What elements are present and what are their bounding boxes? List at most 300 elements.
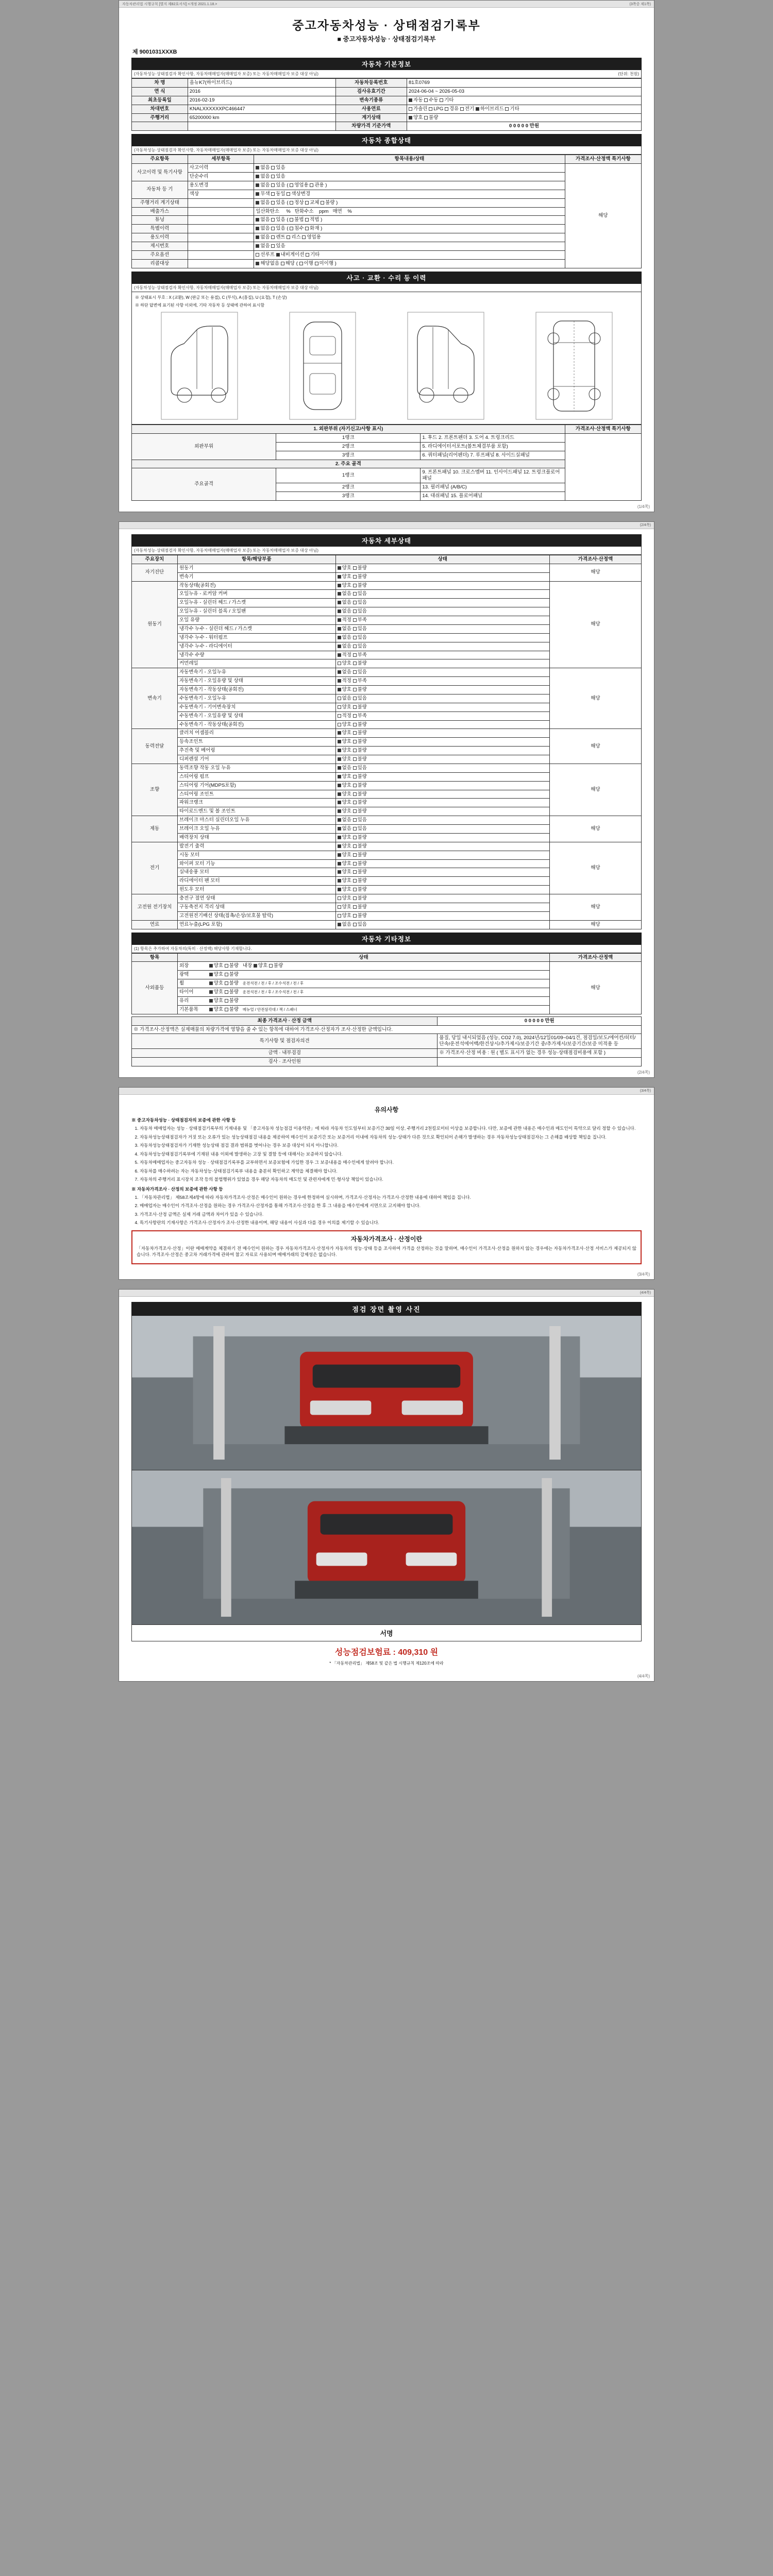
- highlight-body: 「자동차가격조사·산정」이란 매매계약을 체결하기 전 매수인이 원하는 경우 자동차가격조사·산정자가 자동차의 성능·상태 등을 조사하여 가격을 산정하는 것을 말하며, 매수인이 가격조사·산정을 원하지 않는 경우에는 자동차가격조사·산정 서비스가 제공되지 않습니다. 가격조사·산정은 중고차 거래가격에 관하여 참고 자료로 사용되며 매매거래의 강제성은 없습니다.: [137, 1245, 636, 1258]
- checkbox-yes[interactable]: [353, 670, 357, 674]
- row-main-accident: 사고이력 및 특기사항: [132, 164, 188, 181]
- checkbox-recall-done[interactable]: [299, 262, 303, 265]
- checkbox-none[interactable]: [338, 609, 341, 613]
- checkbox-bad[interactable]: [353, 905, 357, 909]
- checkbox-yes[interactable]: [353, 697, 357, 700]
- detail-part-b2: 배력장치 상태: [178, 833, 336, 842]
- checkbox-bad[interactable]: [225, 964, 228, 968]
- detail-part-e6: 냉각수 누수 - 워터펌프: [178, 633, 336, 642]
- price-row-value-2: [438, 1058, 642, 1066]
- checkbox-yes[interactable]: [353, 818, 357, 822]
- row-content-color: 무색 동일 색상변경: [254, 190, 565, 198]
- page-1-topbar: [119, 1, 654, 8]
- checkbox-none[interactable]: [338, 818, 341, 822]
- checkbox-good[interactable]: [338, 784, 341, 787]
- frame-rank-label-2: 2랭크: [276, 483, 421, 492]
- page-2-footer: (2/4쪽): [637, 1070, 650, 1075]
- detail-part-e0: 작동상태(공회전): [178, 581, 336, 590]
- checkbox-good[interactable]: [209, 990, 213, 994]
- checkbox-bad[interactable]: [353, 705, 357, 709]
- checkbox-tuning-yes[interactable]: [271, 218, 275, 222]
- checkbox-good-2[interactable]: [254, 964, 257, 968]
- checkbox-good[interactable]: [338, 740, 341, 743]
- checkbox-good[interactable]: [338, 879, 341, 883]
- document-page-1: [119, 0, 654, 512]
- checkbox-good[interactable]: [338, 775, 341, 778]
- checkbox-tuning-legal[interactable]: [305, 218, 309, 222]
- detail-part-el3: 실내송풍 모터: [178, 868, 336, 877]
- diagram-legend-1: ※ 상태표시 부호 : X (교환), W (판금 또는 용접), C (부식), A (흠집), U (요철), T (손상): [135, 295, 287, 300]
- checkbox-use-biz[interactable]: [302, 235, 306, 239]
- checkbox-special-none[interactable]: [256, 227, 259, 230]
- etc-row-polish: 광택 양호 불량: [178, 971, 550, 979]
- checkbox-color-same[interactable]: [256, 192, 259, 196]
- photos-footnote: * 「자동차관리법」 제58조 및 같은 법 시행규칙 제120조에 따라: [329, 1660, 444, 1666]
- etc-name-tire: 타이어: [179, 989, 194, 995]
- checkbox-offer-yes[interactable]: [271, 244, 275, 248]
- detail-part-e8: 냉각수 수량: [178, 651, 336, 659]
- checkbox-bad[interactable]: [225, 990, 228, 994]
- detail-state-t4: 양호 불량: [335, 703, 549, 711]
- checkbox-recall-na[interactable]: [256, 262, 259, 265]
- checkbox-adequate[interactable]: [338, 618, 341, 622]
- list-item: 5. 자동차매매업자는 중고자동차 성능 · 상태점검기록부를 교부하면서 보증보험에 가입한 경우 그 보증내용을 매수인에게 알려야 합니다.: [140, 1159, 642, 1165]
- page-4-footer: (4/4쪽): [637, 1673, 650, 1679]
- price-row-value-1: ※ 가격조사·산정 비용 : 원 ( 별도 표시가 없는 경우 성능·상태점검비용에 포함 ): [438, 1049, 642, 1058]
- checkbox-bad[interactable]: [353, 584, 357, 587]
- checkbox-yes[interactable]: [353, 636, 357, 639]
- checkbox-use-lease[interactable]: [287, 235, 290, 239]
- inspection-fee: 성능점검보험료 : 409,310 원: [334, 1648, 439, 1657]
- checkbox-bad[interactable]: [353, 914, 357, 918]
- checkbox-none[interactable]: [338, 766, 341, 770]
- frame-title: 2. 주요 골격: [132, 460, 565, 468]
- detail-state-el4: 양호 불량: [335, 877, 549, 886]
- checkbox-odo-yes[interactable]: [271, 201, 275, 205]
- table-row: [132, 164, 642, 173]
- table-row: [132, 433, 642, 442]
- value-empty-1: [188, 122, 335, 131]
- detail-state-p1: 양호 불량: [335, 738, 549, 747]
- checkbox-none[interactable]: [338, 697, 341, 700]
- checkbox-meter-bad[interactable]: [424, 116, 428, 120]
- checkbox-good[interactable]: [338, 862, 341, 866]
- checkbox-good[interactable]: [338, 870, 341, 874]
- detail-state-e6: 없음 있음: [335, 633, 549, 642]
- label-year: 연 식: [132, 87, 188, 96]
- row-sub-usehist: [188, 233, 254, 242]
- checkbox-tuning-illegal[interactable]: [290, 218, 293, 222]
- value-meter-state: 양호 불량: [407, 113, 642, 122]
- label-car-name: 차 명: [132, 79, 188, 88]
- checkbox-usage-official[interactable]: [310, 183, 313, 187]
- label-transmission: 변속기종류: [335, 96, 407, 105]
- rank-items-2: 5. 라디에이터서포트(볼트체결부품 포함): [421, 442, 565, 451]
- page-4-topbar-right: (4/4쪽): [640, 1291, 651, 1295]
- checkbox-good[interactable]: [209, 999, 213, 1003]
- checkbox-good[interactable]: [209, 981, 213, 985]
- checkbox-good[interactable]: [338, 688, 341, 691]
- detail-state-e3: 없음 있음: [335, 607, 549, 616]
- list-item: 4. 자동차성능상태점검기록부에 기재된 내용 이외에 발생하는 고장 및 결함 등에 대해서는 보증하지 않습니다.: [140, 1151, 642, 1157]
- accident-rank-table: [131, 425, 642, 501]
- detail-state-p2: 양호 불량: [335, 747, 549, 755]
- row-content-usehist: 없음 렌트 리스 영업용: [254, 233, 565, 242]
- signature-label: 서명: [131, 1625, 642, 1641]
- label-inspect-valid: 검사유효기간: [335, 87, 407, 96]
- checkbox-good[interactable]: [209, 973, 213, 976]
- checkbox-bad[interactable]: [353, 688, 357, 691]
- car-diagrams: [135, 310, 638, 421]
- detail-price-selfdiag: 해당: [549, 564, 641, 581]
- checkbox-good[interactable]: [338, 584, 341, 587]
- list-item: 2. 매매업자는 매수인이 가격조사·산정을 원하는 경우 가격조사·산정자를 통해 가격조사·산정을 한 후 그 내용을 매수인에게 서면으로 고지해야 합니다.: [140, 1202, 642, 1209]
- checkbox-odo-bad[interactable]: [321, 201, 324, 205]
- checkbox-bad[interactable]: [353, 723, 357, 726]
- detail-part-p2: 추진축 및 베어링: [178, 747, 336, 755]
- detail-state-t1: 적정 부족: [335, 677, 549, 686]
- checkbox-yes[interactable]: [353, 609, 357, 613]
- etc-col-state: 상태: [178, 953, 550, 962]
- detail-group-selfdiag: 자기진단: [132, 564, 178, 581]
- checkbox-sunroof[interactable]: [256, 253, 259, 257]
- checkbox-good[interactable]: [338, 836, 341, 839]
- row-content-options: 선루프 내비게이션 기타: [254, 250, 565, 259]
- detail-group-fuel: 연료: [132, 920, 178, 929]
- row-note-overall: 해당: [565, 164, 641, 268]
- detail-state-e9: 양호 불량: [335, 659, 549, 668]
- checkbox-recall-yes[interactable]: [281, 262, 284, 265]
- row-main-emission: 배출가스: [132, 207, 188, 216]
- checkbox-adequate[interactable]: [338, 679, 341, 683]
- detail-part-s5: 타이로드엔드 및 볼 조인트: [178, 807, 336, 816]
- checkbox-bad[interactable]: [353, 662, 357, 665]
- checkbox-yes[interactable]: [353, 766, 357, 770]
- checkbox-short[interactable]: [353, 653, 357, 657]
- list-item: 1. 「자동차관리법」 제58조제4항에 따라 자동차가격조사·산정은 매수인이 원하는 경우에 한정하여 실시하며, 가격조사·산정자는 가격조사·산정한 내용에 대하여 책임을 집니다.: [140, 1194, 642, 1200]
- checkbox-bad[interactable]: [353, 775, 357, 778]
- detail-state-t3: 없음 있음: [335, 694, 549, 703]
- checkbox-fuel-other[interactable]: [505, 107, 509, 111]
- checkbox-bad[interactable]: [353, 853, 357, 857]
- checkbox-none[interactable]: [338, 645, 341, 648]
- checkbox-bad[interactable]: [353, 836, 357, 839]
- highlight-title: 자동차가격조사 · 산정이란: [350, 1235, 423, 1243]
- etc-extra-tire: 운전석전 / 전 / 후 / 조수석전 / 전 / 후: [242, 990, 304, 994]
- checkbox-bad-2[interactable]: [269, 964, 273, 968]
- checkbox-good[interactable]: [338, 575, 341, 579]
- table-row: [132, 1025, 642, 1034]
- checkbox-bad[interactable]: [225, 973, 228, 976]
- etc-col-item: 항목: [132, 953, 178, 962]
- checkbox-color-equal[interactable]: [271, 192, 275, 196]
- checkbox-good[interactable]: [338, 723, 341, 726]
- checkbox-bad[interactable]: [353, 879, 357, 883]
- checkbox-special-yes[interactable]: [271, 227, 275, 230]
- checkbox-none[interactable]: [338, 670, 341, 674]
- detail-state-engine-diag: 양호 불량: [335, 564, 549, 572]
- page-4-topbar: [119, 1290, 654, 1297]
- table-row: [132, 1049, 642, 1058]
- notice-section: [119, 1095, 654, 1270]
- checkbox-gasoline[interactable]: [409, 107, 412, 111]
- checkbox-color-changed[interactable]: [287, 192, 290, 196]
- detail-state-e2: 없음 있음: [335, 599, 549, 607]
- detail-group-electric: 전기: [132, 842, 178, 894]
- checkbox-good[interactable]: [338, 905, 341, 909]
- checkbox-none[interactable]: [338, 923, 341, 926]
- etc-row-tire: 타이어 양호 불량 운전석전 / 전 / 후 / 조수석전 / 전 / 후: [178, 988, 550, 997]
- label-base-price: 차량가격 기준가액: [335, 122, 407, 131]
- frame-rank-items-3: 14. 대쉬패널 15. 플로어패널: [421, 492, 565, 501]
- row-sub-color: 색상: [188, 190, 254, 198]
- checkbox-bad[interactable]: [353, 888, 357, 891]
- table-row: [132, 842, 642, 851]
- notice-list-2: [131, 1194, 642, 1226]
- value-car-name: 올뉴K7(하이브리드): [188, 79, 335, 88]
- checkbox-usage-business[interactable]: [290, 183, 293, 187]
- detail-part-el0: 발전기 출력: [178, 842, 336, 851]
- detail-state-t5: 적정 부족: [335, 711, 549, 720]
- checkbox-none[interactable]: [338, 601, 341, 604]
- frame-group-label: 주요골격: [132, 468, 276, 501]
- detail-state-hv2: 양호 불량: [335, 911, 549, 920]
- document-page-3: [119, 1087, 654, 1280]
- checkbox-manual[interactable]: [424, 98, 428, 102]
- etc-extra-wheel: 운전석전 / 전 / 후 / 조수석전 / 전 / 후: [242, 981, 304, 986]
- detail-col-price: 가격조사·산정액: [549, 555, 641, 564]
- checkbox-bad[interactable]: [353, 862, 357, 866]
- label-vin: 차대번호: [132, 105, 188, 113]
- label-meter-state: 계기상태: [335, 113, 407, 122]
- final-price-table: [131, 1016, 642, 1066]
- section-overall-header: 자동차 종합상태: [131, 134, 642, 146]
- checkbox-offer-none[interactable]: [256, 244, 259, 248]
- checkbox-good[interactable]: [338, 749, 341, 752]
- car-diagram-side-left: [161, 312, 238, 420]
- checkbox-tuning-none[interactable]: [256, 218, 259, 222]
- detail-part-e1: 오일누유 - 로커암 커버: [178, 590, 336, 599]
- checkbox-good[interactable]: [338, 914, 341, 918]
- checkbox-short[interactable]: [353, 618, 357, 622]
- row-sub-tuning: [188, 216, 254, 225]
- checkbox-bad[interactable]: [353, 801, 357, 804]
- frame-rank-label-1: 1랭크: [276, 468, 421, 483]
- detail-part-t3: 수동변속기 - 오일누유: [178, 694, 336, 703]
- page-subtitle: ■ 중고자동차성능 · 상태점검기록부: [337, 36, 436, 43]
- table-header-row: [132, 555, 642, 564]
- checkbox-good[interactable]: [338, 705, 341, 709]
- basic-info-table: [131, 78, 642, 131]
- checkbox-odo-none[interactable]: [256, 201, 259, 205]
- detail-state-el5: 양호 불량: [335, 886, 549, 894]
- checkbox-bad[interactable]: [353, 809, 357, 813]
- checkbox-yes[interactable]: [353, 601, 357, 604]
- checkbox-bad[interactable]: [353, 575, 357, 579]
- table-row: [132, 920, 642, 929]
- row-sub-offer: [188, 242, 254, 251]
- checkbox-bad[interactable]: [353, 792, 357, 796]
- table-row: [132, 122, 642, 131]
- checkbox-good[interactable]: [338, 566, 341, 570]
- checkbox-short[interactable]: [353, 679, 357, 683]
- etc-price-note: 해당: [549, 962, 641, 1014]
- table-row: [132, 1016, 642, 1025]
- checkbox-repair-yes[interactable]: [271, 175, 275, 178]
- highlight-box: [131, 1230, 642, 1264]
- detail-part-p0: 클러치 어셈블리: [178, 729, 336, 738]
- checkbox-recall-notdone[interactable]: [315, 262, 318, 265]
- detail-state-e7: 없음 있음: [335, 642, 549, 651]
- checkbox-bad[interactable]: [225, 999, 228, 1003]
- detail-state-e1: 없음 있음: [335, 590, 549, 599]
- detail-part-trans-diag: 변속기: [178, 572, 336, 581]
- checkbox-option-other[interactable]: [306, 253, 309, 257]
- table-header-row: [132, 425, 642, 434]
- checkbox-good[interactable]: [338, 844, 341, 848]
- checkbox-bad[interactable]: [353, 731, 357, 735]
- checkbox-bad[interactable]: [353, 870, 357, 874]
- checkbox-good[interactable]: [338, 896, 341, 900]
- checkbox-good[interactable]: [338, 853, 341, 857]
- rank-label-1: 1랭크: [276, 433, 421, 442]
- checkbox-auto[interactable]: [409, 98, 412, 102]
- checkbox-bad[interactable]: [225, 981, 228, 985]
- checkbox-good[interactable]: [338, 757, 341, 761]
- checkbox-bad[interactable]: [353, 740, 357, 743]
- detail-part-e7: 냉각수 누수 - 라디에이터: [178, 642, 336, 651]
- rank-items-3: 6. 쿼터패널(리어펜더) 7. 루프패널 8. 사이드실패널: [421, 451, 565, 460]
- checkbox-use-none[interactable]: [256, 235, 259, 239]
- row-sub-mileage: [188, 198, 254, 207]
- checkbox-bad[interactable]: [353, 844, 357, 848]
- checkbox-bad[interactable]: [353, 566, 357, 570]
- checkbox-none[interactable]: [338, 827, 341, 831]
- notice-list-1: [131, 1125, 642, 1182]
- checkbox-diesel[interactable]: [445, 107, 448, 111]
- checkbox-adequate[interactable]: [338, 653, 341, 657]
- detail-group-powertrain: 동력전달: [132, 729, 178, 764]
- checkbox-yes[interactable]: [353, 923, 357, 926]
- checkbox-good[interactable]: [209, 964, 213, 968]
- section-basic-header: 자동차 기본정보: [131, 58, 642, 70]
- checkbox-good[interactable]: [338, 801, 341, 804]
- list-item: 4. 특기사항란의 기재사항은 가격조사·산정자가 조사·산정한 내용이며, 해당 내용이 사실과 다를 경우 이의를 제기할 수 있습니다.: [140, 1219, 642, 1226]
- section-accident-note: [131, 284, 642, 292]
- row-sub-recall: [188, 259, 254, 268]
- row-main-special: 특별이력: [132, 225, 188, 233]
- checkbox-bad[interactable]: [353, 749, 357, 752]
- detail-state-b2: 양호 불량: [335, 833, 549, 842]
- checkbox-bad[interactable]: [353, 757, 357, 761]
- row-sub-simple-repair: 단순수리: [188, 173, 254, 181]
- price-row-label-2: 검사 · 조사인원: [132, 1058, 438, 1066]
- col-note: 가격조사·산정액 특기사항: [565, 155, 641, 164]
- col-content: 항목내용/상태: [254, 155, 565, 164]
- checkbox-flood[interactable]: [290, 227, 293, 230]
- row-main-recall: 리콜대상: [132, 259, 188, 268]
- checkbox-none[interactable]: [338, 636, 341, 639]
- etc-row-glass: 유리 양호 불량: [178, 996, 550, 1005]
- checkbox-yes[interactable]: [353, 827, 357, 831]
- checkbox-odo-replaced[interactable]: [305, 201, 309, 205]
- list-item: 2. 자동차성능상태점검자가 거짓 또는 오류가 있는 성능상태점검 내용을 제공하여 매수인이 보증기간 또는 보증거리 이내에 자동차의 성능·상태가 다른 것으로 확인되어 손해가 발생하는 경우 자동차성능상태점검자는 그 손해를 배상할 책임을 집니다.: [140, 1134, 642, 1140]
- document-page-4: [119, 1289, 654, 1682]
- checkbox-none[interactable]: [338, 592, 341, 596]
- detail-state-table: [131, 555, 642, 929]
- final-price-left-note: ※ 가격조사·산정액은 실제매물의 차량가격에 영향을 줄 수 있는 항목에 대하여 가격조사·산정자가 조사·산정한 금액입니다.: [132, 1025, 642, 1034]
- label-reg-number: 자동차등록번호: [335, 79, 407, 88]
- detail-col-part: 항목/해당부품: [178, 555, 336, 564]
- checkbox-lpg[interactable]: [429, 107, 432, 111]
- checkbox-bad[interactable]: [225, 1008, 228, 1011]
- detail-state-b0: 없음 있음: [335, 816, 549, 825]
- detail-state-t6: 양호 불량: [335, 720, 549, 729]
- checkbox-usage-yes[interactable]: [271, 183, 275, 187]
- notice-sub-2: ※ 자동차가격조사 · 산정의 보증에 관한 사항 등: [131, 1186, 223, 1192]
- row-sub-options: [188, 250, 254, 259]
- detail-state-p3: 양호 불량: [335, 755, 549, 764]
- section-basic-note: [131, 70, 642, 78]
- detail-state-s4: 양호 불량: [335, 799, 549, 807]
- checkbox-accident-yes[interactable]: [271, 166, 275, 170]
- checkbox-good[interactable]: [338, 731, 341, 735]
- etc-row-wheel: 휠 양호 불량 운전석전 / 전 / 후 / 조수석전 / 전 / 후: [178, 979, 550, 988]
- table-row: [132, 729, 642, 738]
- table-row: [132, 894, 642, 903]
- checkbox-bad[interactable]: [353, 784, 357, 787]
- detail-part-t2: 자동변속기 - 작동상태(공회전): [178, 686, 336, 694]
- checkbox-good[interactable]: [209, 1008, 213, 1011]
- checkbox-hybrid[interactable]: [476, 107, 479, 111]
- checkbox-bad[interactable]: [353, 896, 357, 900]
- row-content-recall: 해당없음 해당 ( 이행 미이행 ): [254, 259, 565, 268]
- table-row: [132, 79, 642, 88]
- checkbox-yes[interactable]: [353, 645, 357, 648]
- etc-group-label: 사외품등: [132, 962, 178, 1014]
- etc-name-polish: 광택: [179, 972, 189, 978]
- checkbox-good[interactable]: [338, 662, 341, 665]
- checkbox-repair-none[interactable]: [256, 175, 259, 178]
- final-price-value: 0 0 0 0 0 만원: [438, 1016, 642, 1025]
- checkbox-meter-good[interactable]: [409, 116, 412, 120]
- checkbox-adequate[interactable]: [338, 714, 341, 718]
- checkbox-odo-normal[interactable]: [290, 201, 293, 205]
- value-base-price: 0 0 0 0 0 만원: [407, 122, 642, 131]
- checkbox-yes[interactable]: [353, 592, 357, 596]
- row-content-emission: 일산화탄소 % 탄화수소 ppm 매연 %: [254, 207, 565, 216]
- checkbox-usage-none[interactable]: [256, 183, 259, 187]
- checkbox-accident-none[interactable]: [256, 166, 259, 170]
- detail-state-p0: 양호 불량: [335, 729, 549, 738]
- list-item: 3. 자동차성능상태점검자가 기재한 성능상태 점검 결과 범위를 벗어나는 경우 보증 대상이 되지 아니합니다.: [140, 1142, 642, 1148]
- checkbox-none[interactable]: [338, 627, 341, 631]
- checkbox-navigation[interactable]: [276, 253, 280, 257]
- section-detail-header: 자동차 세부상태: [131, 534, 642, 547]
- checkbox-yes[interactable]: [353, 627, 357, 631]
- checkbox-good[interactable]: [338, 888, 341, 891]
- form-reference: 자동차관리법 시행규칙 [별지 제82호서식] <개정 2021.1.18.>: [122, 2, 217, 6]
- checkbox-good[interactable]: [338, 792, 341, 796]
- checkbox-electric[interactable]: [460, 107, 464, 111]
- checkbox-use-rent[interactable]: [271, 235, 275, 239]
- checkbox-good[interactable]: [338, 809, 341, 813]
- rank-items-1: 1. 후드 2. 프론트펜더 3. 도어 4. 트렁크리드: [421, 433, 565, 442]
- detail-part-el1: 시동 모터: [178, 851, 336, 859]
- checkbox-short[interactable]: [353, 714, 357, 718]
- checkbox-other-trans[interactable]: [440, 98, 443, 102]
- checkbox-fire[interactable]: [305, 227, 309, 230]
